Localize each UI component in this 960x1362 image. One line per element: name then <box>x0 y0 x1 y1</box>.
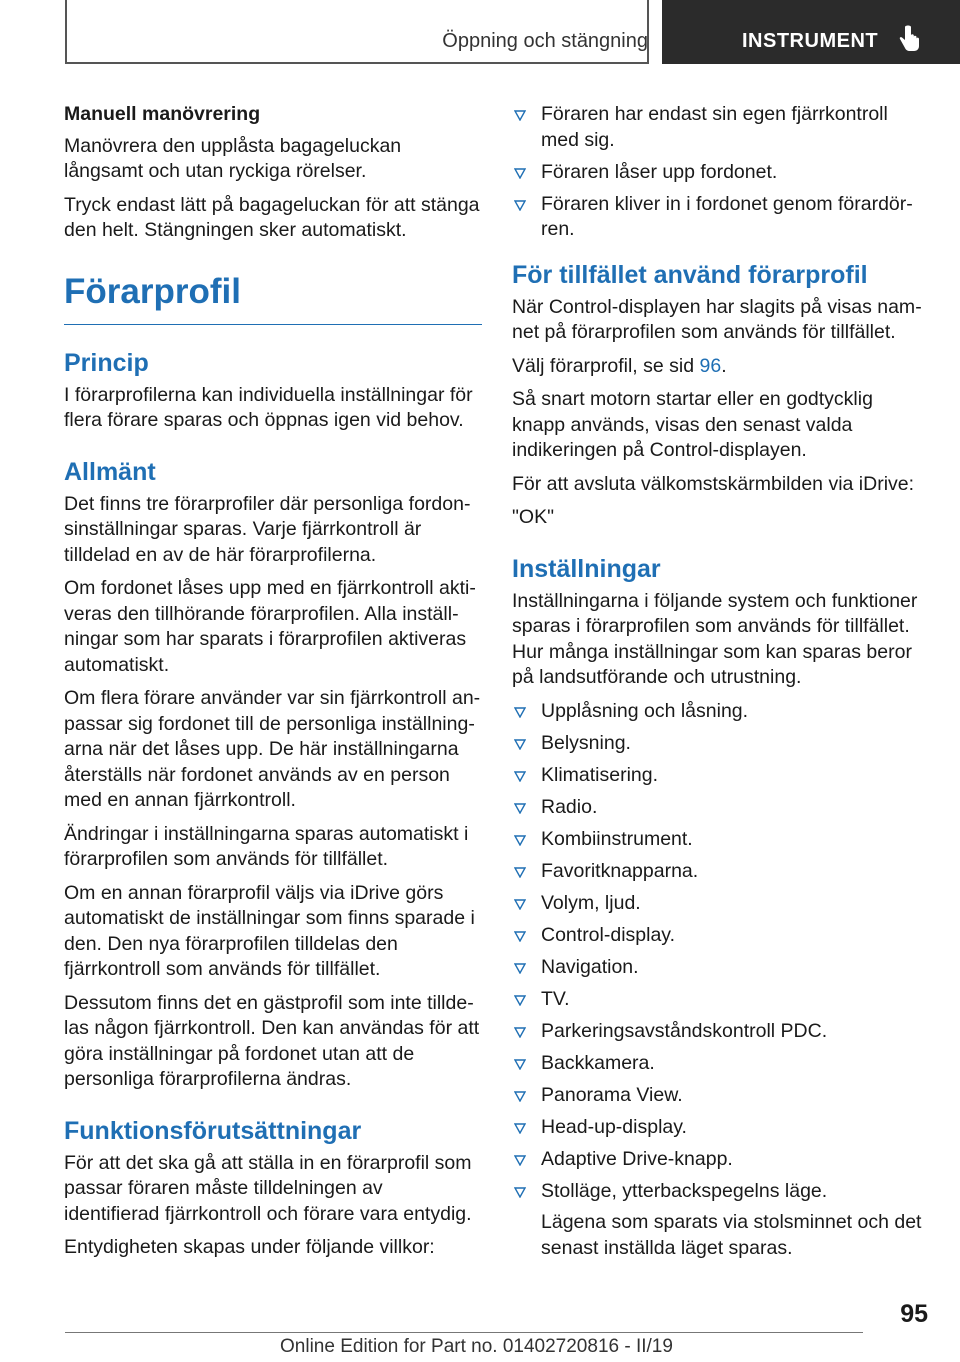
list-item: Klimatisering. <box>512 763 928 789</box>
list-item: Stolläge, ytterbackspegelns läge. Lägena som sparats via stolsminnet och det senast inställda läget sparas. <box>512 1179 928 1262</box>
triangle-bullet-icon <box>514 1187 526 1198</box>
triangle-bullet-icon <box>514 867 526 878</box>
list-item: Control-display. <box>512 923 928 949</box>
triangle-bullet-icon <box>514 899 526 910</box>
paragraph: Inställningarna i följande system och funktioner sparas i förarprofilen som används för tillfället. Hur många inställningar som kan sparas beror på landsutförande och utrustning. <box>512 589 918 688</box>
triangle-bullet-icon <box>514 803 526 814</box>
section-heading-funktionsforutsattningar: Funktionsförutsättningar <box>64 1116 362 1145</box>
list-item: Navigation. <box>512 955 928 981</box>
triangle-bullet-icon <box>514 200 526 211</box>
page-reference-link[interactable]: 96 <box>699 354 722 377</box>
manual-operation-heading: Manuell manövrering <box>64 103 261 125</box>
triangle-bullet-icon <box>514 739 526 750</box>
section-heading-allmant: Allmänt <box>64 457 156 486</box>
paragraph: När Control-displayen har slagits på visas namnet på förarprofilen som används för tillfället. <box>512 295 922 343</box>
list-item: Radio. <box>512 795 928 821</box>
list-item: Upplåsning och låsning. <box>512 699 928 725</box>
triangle-bullet-icon <box>514 835 526 846</box>
list-item: Kombiinstrument. <box>512 827 928 853</box>
paragraph: Om en annan förarprofil väljs via iDrive görs automatiskt de inställningar som finns sparade i den. Den nya förarprofilen tilldelas den fjärrkontroll som används för tillfället. <box>64 881 475 980</box>
list-item: Parkeringsavståndskontroll PDC. <box>512 1019 928 1045</box>
triangle-bullet-icon <box>514 1059 526 1070</box>
list-item: Föraren kliver in i fordonet genom förardörren. <box>512 192 928 243</box>
list-item: Favoritknapparna. <box>512 859 928 885</box>
triangle-bullet-icon <box>514 1027 526 1038</box>
triangle-bullet-icon <box>514 1091 526 1102</box>
section-heading-princip: Princip <box>64 348 149 377</box>
paragraph: Det finns tre förarprofiler där personliga fordonsinställningar sparas. Varje fjärrkontroll är tilldelad en av de här förarprofilerna. <box>64 492 471 566</box>
list-item: Panorama View. <box>512 1083 928 1109</box>
paragraph: I förarprofilerna kan individuella inställningar för flera förare sparas och öppnas igen vid behov. <box>64 383 473 431</box>
chapter-tab-label: INSTRUMENT <box>742 30 879 52</box>
list-item-note: Lägena som sparats via stolsminnet och det senast inställda läget sparas. <box>541 1211 922 1259</box>
left-column <box>64 102 482 1269</box>
conditions-list <box>512 102 928 243</box>
paragraph: Om flera förare använder var sin fjärrkontroll anpassar sig fordonet till de personliga inställningarna när det låses upp. De här inställningarna återställs när fordonet används av en person med en annan fjärrkontroll. <box>64 687 481 811</box>
chapter-tab[interactable] <box>662 0 960 64</box>
section-heading-current-profile: För tillfället använd förarprofil <box>512 260 868 289</box>
triangle-bullet-icon <box>514 771 526 782</box>
list-item: Volym, ljud. <box>512 891 928 917</box>
paragraph: Dessutom finns det en gästprofil som inte tilldelas någon fjärrkontroll. Den kan användas för att göra inställningar på fordonet utan att de personliga förarprofilerna ändras. <box>64 991 480 1090</box>
triangle-bullet-icon <box>514 707 526 718</box>
paragraph: Välj förarprofil, se sid 96. <box>512 354 727 377</box>
paragraph: "OK" <box>512 506 555 528</box>
footer-divider <box>65 1332 863 1333</box>
paragraph: Entydigheten skapas under följande villkor: <box>64 1236 435 1258</box>
triangle-bullet-icon <box>514 1155 526 1166</box>
chapter-heading: Förarprofil <box>64 270 482 325</box>
settings-list <box>512 699 928 1262</box>
page-number: 95 <box>900 1300 928 1328</box>
paragraph: Tryck endast lätt på bagageluckan för att stänga den helt. Stängningen sker automatiskt. <box>64 193 480 241</box>
list-item: Head-up-display. <box>512 1115 928 1141</box>
triangle-bullet-icon <box>514 963 526 974</box>
triangle-bullet-icon <box>514 168 526 179</box>
triangle-bullet-icon <box>514 995 526 1006</box>
paragraph: Manövrera den upplåsta bagageluckan långsamt och utan ryckiga rörelser. <box>64 134 402 182</box>
list-item: Backkamera. <box>512 1051 928 1077</box>
triangle-bullet-icon <box>514 1123 526 1134</box>
right-column <box>512 102 928 1268</box>
section-heading-installningar: Inställningar <box>512 554 661 583</box>
list-item: Belysning. <box>512 731 928 757</box>
paragraph: För att avsluta välkomstskärmbilden via iDrive: <box>512 472 915 495</box>
paragraph: Så snart motorn startar eller en godtycklig knapp används, visas den senast valda indikeringen på Control-displayen. <box>512 388 873 461</box>
section-title: Öppning och stängning <box>442 30 648 52</box>
list-item: Föraren låser upp fordonet. <box>512 160 928 186</box>
hand-pointer-icon <box>894 24 924 54</box>
triangle-bullet-icon <box>514 110 526 121</box>
paragraph: Ändringar i inställningarna sparas automatiskt i förarprofilen som används för tillfället. <box>64 822 469 870</box>
list-item: Adaptive Drive-knapp. <box>512 1147 928 1173</box>
list-item: Föraren har endast sin egen fjärrkontroll med sig. <box>512 102 928 153</box>
footer-edition-text: Online Edition for Part no. 01402720816 - II/19 <box>280 1336 673 1357</box>
paragraph: Om fordonet låses upp med en fjärrkontroll aktiveras den tillhörande förarprofilen. Alla inställningar som har sparats i förarprofilen aktiveras automatiskt. <box>64 577 476 676</box>
list-item: TV. <box>512 987 928 1013</box>
triangle-bullet-icon <box>514 931 526 942</box>
paragraph: För att det ska gå att ställa in en förarprofil som passar föraren måste tilldelningen av identifierad fjärrkontroll och förare vara entydig. <box>64 1151 472 1225</box>
